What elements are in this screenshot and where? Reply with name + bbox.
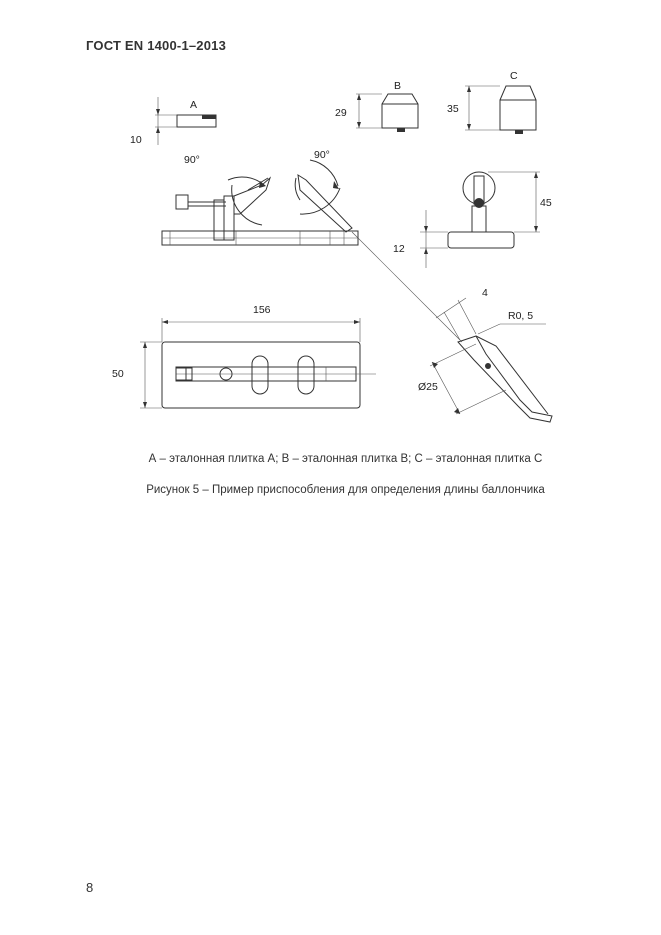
- block-b-height: 29: [335, 107, 347, 119]
- fixture-top-view: [112, 304, 376, 408]
- block-a-height: 10: [130, 134, 142, 146]
- block-b-label: B: [394, 80, 402, 92]
- block-c-label: C: [510, 70, 518, 82]
- block-a-label: A: [190, 99, 198, 111]
- figure-legend: А – эталонная плитка А; В – эталонная плитка В; С – эталонная плитка С: [148, 453, 543, 465]
- page-number: 8: [86, 880, 94, 895]
- angle-right-label: 90°: [314, 149, 330, 161]
- side-dim-12: 12: [393, 243, 405, 255]
- detail-leader-line: [352, 232, 462, 342]
- dim-width-50: 50: [112, 368, 124, 380]
- fixture-side-view: [393, 172, 552, 268]
- dim-radius: R0, 5: [508, 310, 534, 322]
- jaw-detail-view: [418, 287, 552, 422]
- side-dim-45: 45: [540, 197, 552, 209]
- dim-length-156: 156: [253, 304, 271, 316]
- angle-left-label: 90°: [184, 154, 200, 166]
- document-header: ГОСТ EN 1400-1–2013: [86, 38, 227, 53]
- block-c-height: 35: [447, 103, 459, 115]
- reference-block-c: [447, 70, 536, 134]
- reference-block-b: [335, 80, 418, 132]
- reference-block-a: [130, 97, 216, 146]
- dim-diameter-25: Ø25: [418, 381, 438, 393]
- dim-slot-4: 4: [482, 287, 488, 299]
- fixture-front-view: [162, 149, 358, 245]
- figure-caption: Рисунок 5 – Пример приспособления для определения длины баллончика: [146, 484, 545, 496]
